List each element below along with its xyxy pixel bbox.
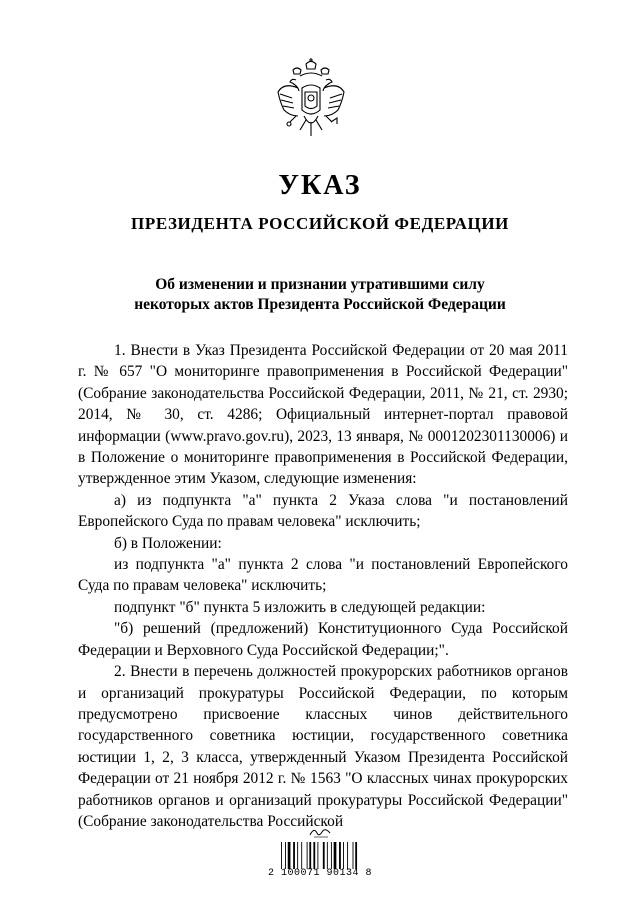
decree-heading [0, 275, 640, 315]
barcode-icon [280, 842, 360, 869]
paragraph-b-2: подпункт "б" пункта 5 изложить в следующей редакции: [114, 598, 486, 616]
coat-of-arms-icon [276, 58, 346, 142]
paragraph-b-1: из подпункта "а" пункта 2 слова "и постановлений Европейского Суда по правам человека" исключить; [78, 556, 568, 595]
paragraph-a: а) из подпункта "а" пункта 2 Указа слова "и постановлений Европейского Суда по правам человека" исключить; [78, 491, 568, 531]
decree-body [78, 340, 568, 832]
heading-line-1: Об изменении и признании утратившими силу [155, 276, 485, 293]
heading-line-2: некоторых актов Президента Российской Федерации [134, 296, 506, 313]
initials-mark-icon [308, 826, 332, 838]
barcode-number: 2 100071 90134 8 [267, 868, 372, 879]
issuer-subtitle: ПРЕЗИДЕНТА РОССИЙСКОЙ ФЕДЕРАЦИИ [131, 214, 509, 233]
paragraph-b-3: "б) решений (предложений) Конституционного Суда Российской Федерации и Верховного Суда Российской Федерации;". [78, 620, 568, 659]
document-type-title: УКАЗ [278, 170, 362, 201]
paragraph-1: 1. Внести в Указ Президента Российской Федерации от 20 мая 2011 г. № 657 "О мониторинге правоприменения в Российской Федерации" (Собрание законодательства Российской Федерации, 2011, № 21, ст. 2930; 2014, № 30, ст. 4286; Официальный интернет-портал правовой информации (www.pravo.gov.ru), 2023, 13 января, № 0001202301130006) и в Положение о мониторинге правоприменения в Российской Федерации, утвержденное этим Указом, следующие изменения: [78, 342, 568, 488]
paragraph-2: 2. Внести в перечень должностей прокурорских работников органов и организаций прокуратуры Российской Федерации, по которым предусмотрено присвоение классных чинов действительного государственного советника юстиции, государственного советника юстиции 1, 2, 3 класса, утвержденный Указом Президента Российской Федерации от 21 ноября 2012 г. № 1563 "О классных чинах прокурорских работников органов и организаций прокуратуры Российской Федерации" (Собрание законодательства Российской [78, 663, 568, 830]
paragraph-b: б) в Положении: [114, 534, 222, 552]
